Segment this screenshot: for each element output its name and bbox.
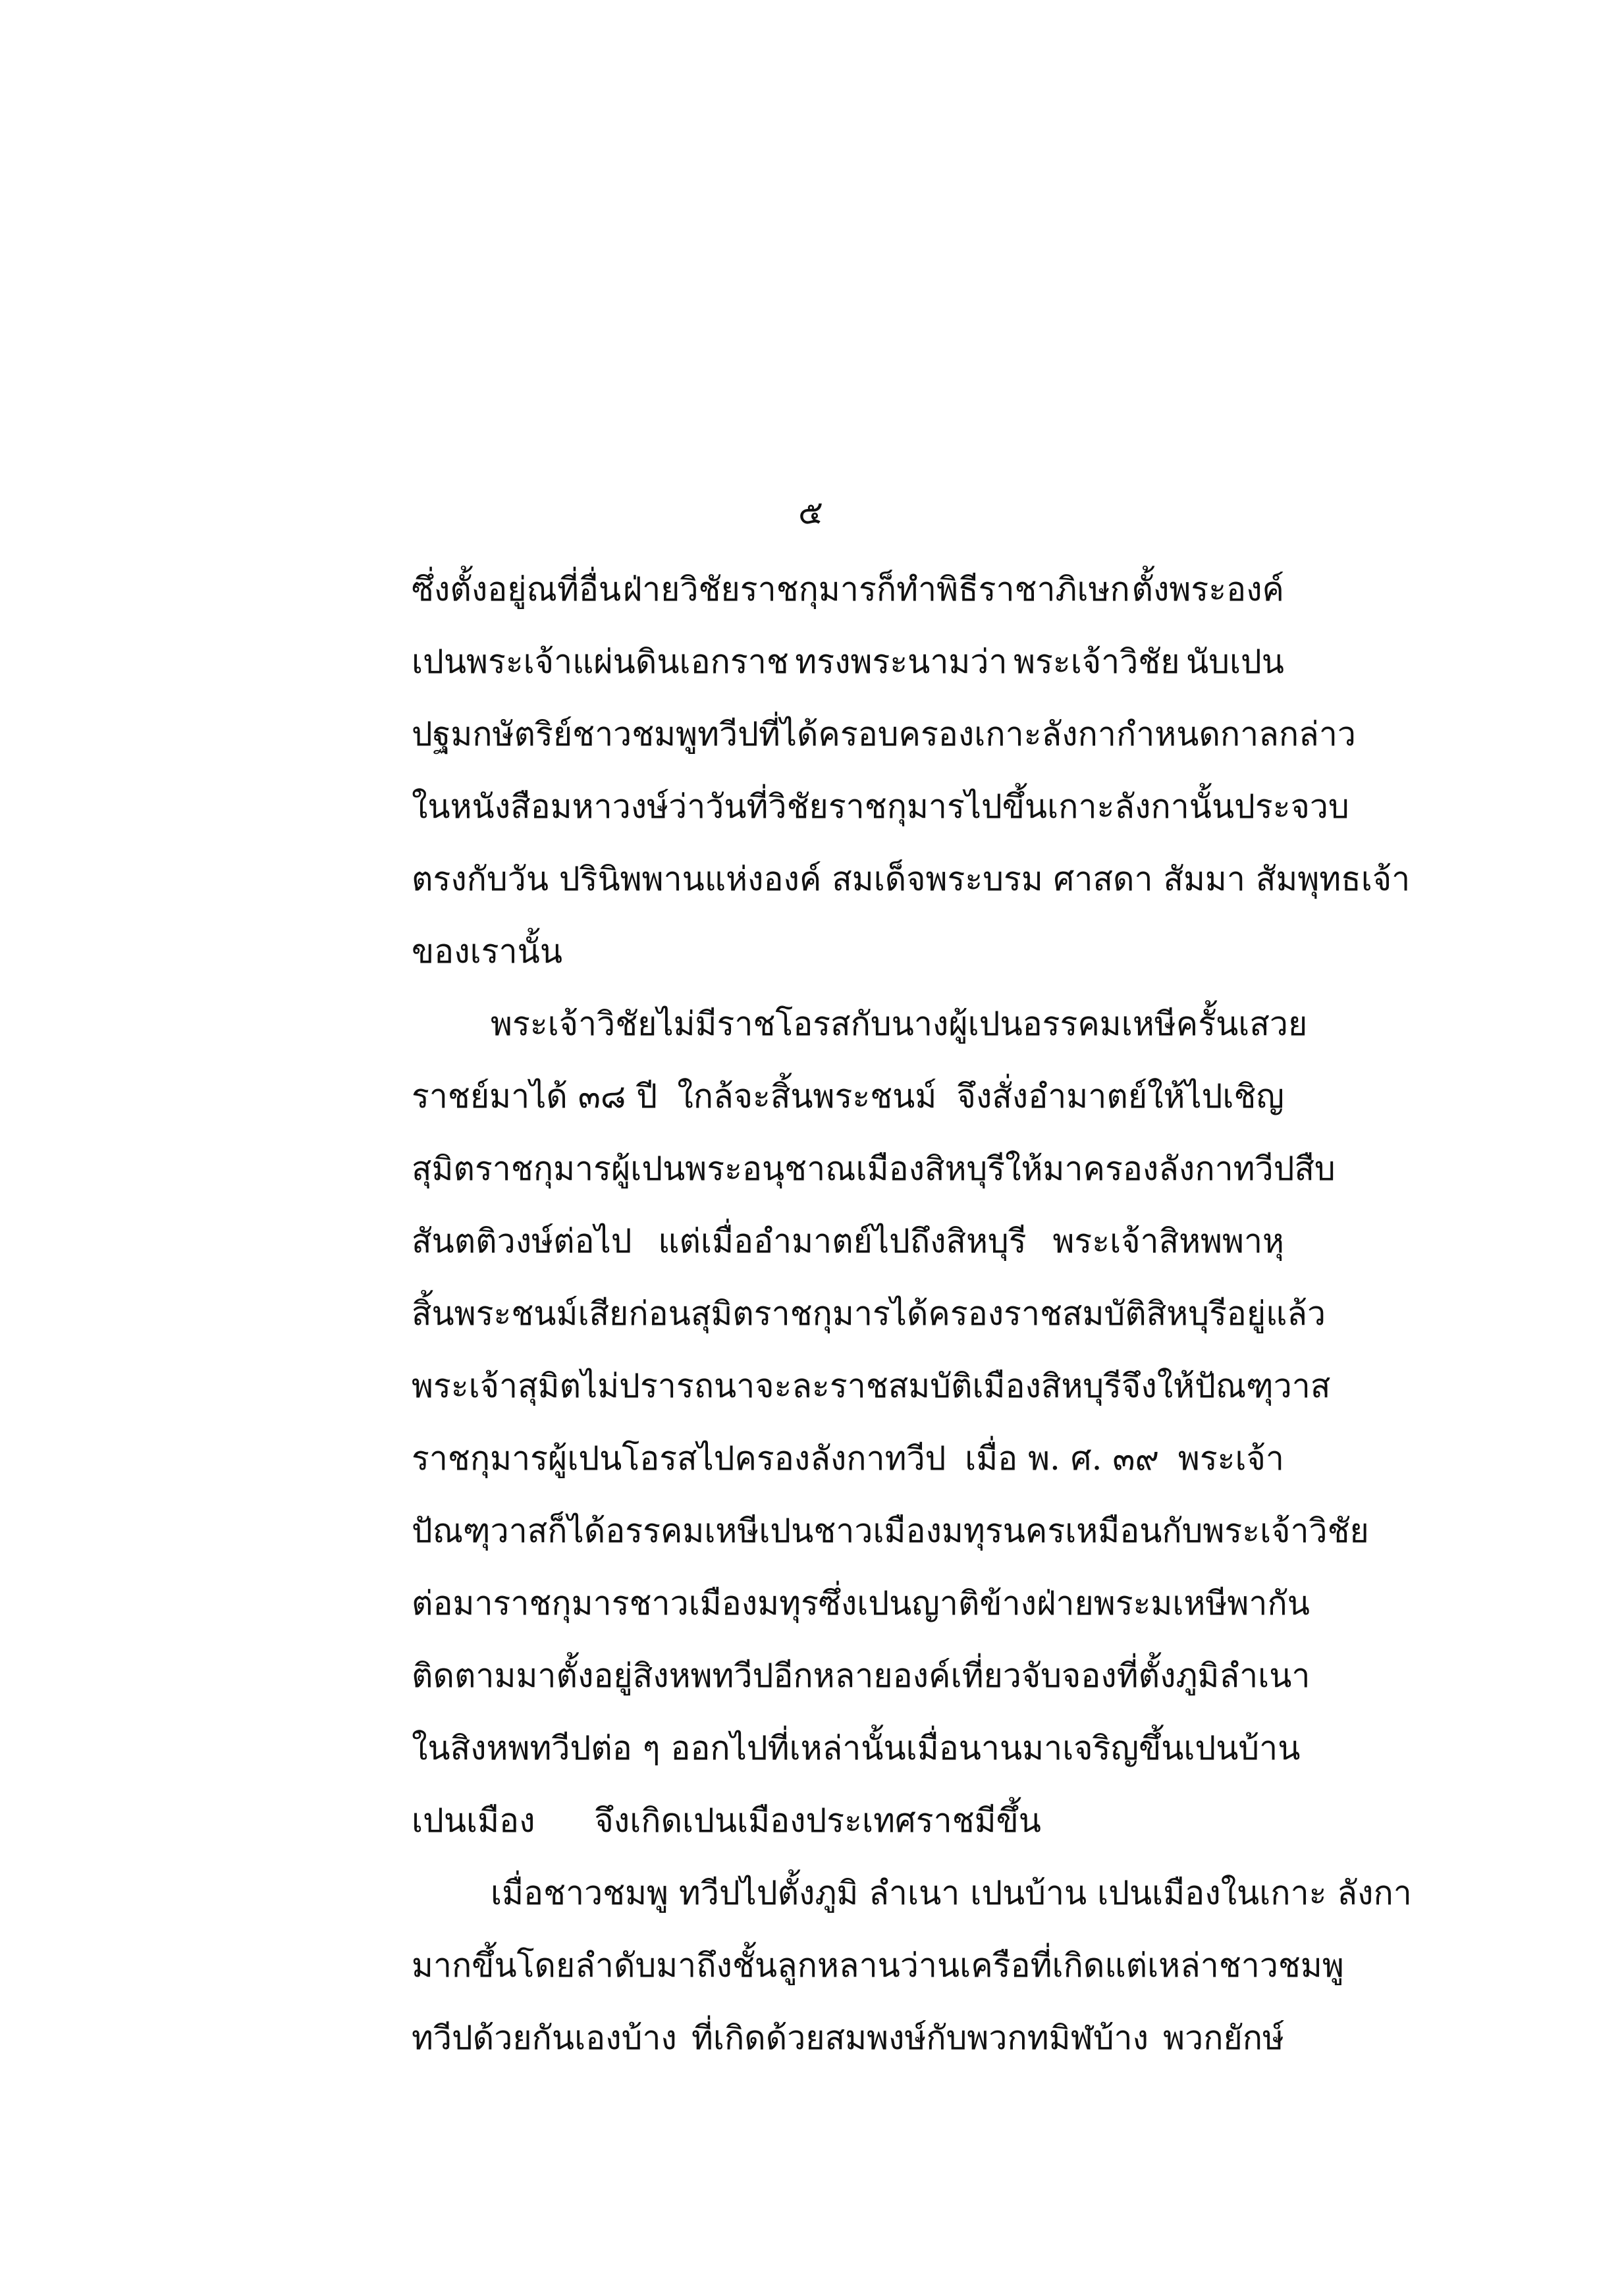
text-segment: พระเจ้าสุมิตไม่ปรารถนาจะละราชสมบัติเมืองสิหบุรี [412,1366,1122,1405]
text-segment: ตั้งพระองค์ [1131,570,1284,608]
text-segment: ที่เหล่านั้น [767,1728,906,1767]
text-line [412,915,1284,988]
text-line [412,626,1284,698]
text-line [412,553,1284,626]
text-segment: ราชกุมารผู้เปนโอรสไปครองลังกาทวีป [412,1439,946,1478]
text-segment: เมื่อนานมาเจริญขึ้นเปนบ้าน [906,1728,1301,1767]
text-line [412,698,1356,770]
text-segment: จึงสั่งอำมาตย์ให้ไปเชิญ [956,1077,1284,1115]
text-segment: ของเรานั้น [412,932,563,971]
text-segment: ปฐมกษัตริย์ชาวชมพูทวีปที่ได้ครอบครองเกาะลังกา [412,714,1116,753]
text-segment: ซึ่งตั้งอยู่ณที่อื่น [412,570,622,608]
text-line [412,1640,1311,1712]
text-segment: ทรงพระนามว่า [795,642,1008,681]
text-segment: เปนพระเจ้าแผ่นดินเอกราช [412,642,789,681]
text-segment: ใกล้จะสิ้นพระชนม์ [677,1077,937,1115]
text-line [412,770,1349,843]
text-segment: พระเจ้าวิชัย [1014,642,1180,681]
text-segment: สุมิตราชกุมารผู้เปนพระอนุชาณเมืองสิหบุรี [412,1149,1006,1188]
text-line [412,1929,1344,2002]
text-segment: ในหนังสือมหาวงษ์ว่า [412,787,706,826]
text-segment: ในสิงหพทวีปต่อ ๆ ออกไป [412,1728,768,1767]
text-segment: พระเจ้าวิชัยไม่มีราชโอรสกับนางผู้เปนอรรคมเหษี [491,1004,1176,1043]
text-line [412,1422,1284,1495]
text-segment: พวกยักษ์ [1163,2018,1284,2057]
text-line [412,988,1308,1060]
text-segment: พระเจ้าสิหพพาหุ [1052,1221,1284,1260]
text-segment: ครั้นเสวย [1176,1004,1308,1043]
text-line [412,1857,1412,1929]
text-segment: มาถึงชั้นลูกหลานว่านเครือที่เกิดแต่เหล่าชาวชมพู [656,1946,1344,1985]
text-segment: เที่ยวจับจองที่ตั้งภูมิลำเนา [950,1656,1311,1695]
text-segment: ที่เกิดด้วยสมพงษ์กับพวกทมิฬบ้าง [691,2018,1149,2057]
text-line [412,1277,1326,1350]
text-line [412,1567,1310,1640]
text-segment: ให้มาครองลังกาทวีปสืบ [1005,1149,1336,1188]
text-line [412,1060,1284,1133]
text-segment: วันที่วิชัยราชกุมารไปขึ้นเกาะลังกานั้น [705,787,1235,826]
body-text [412,553,1412,2074]
text-segment: เปนเมือง [412,1801,535,1840]
text-segment: กำหนดกาลกล่าว [1116,714,1356,753]
text-segment: นับเปน [1186,642,1284,681]
text-line [412,1133,1336,1205]
text-segment: จึงเกิดเปนเมืองประเทศราชมีขึ้น [594,1801,1041,1840]
text-segment: เหมือนกับพระเจ้าวิชัย [1065,1511,1369,1550]
text-line [412,1350,1331,1422]
text-line [412,843,1411,915]
text-segment: เมื่อชาวชมพู ทวีปไปตั้งภูมิ ลำเนา เปนบ้าน เปนเมืองในเกาะ ลังกา [491,1873,1412,1912]
text-line [412,1495,1369,1567]
text-segment: ราชย์มาได้ ๓๘ ปี [412,1077,658,1115]
text-segment: ประจวบ [1234,787,1349,826]
text-segment: แต่เมื่ออำมาตย์ไปถึงสิหบุรี [658,1221,1027,1260]
text-segment: มากขึ้นโดยลำดับ [412,1946,657,1985]
text-segment: ทวีปด้วยกันเองบ้าง [412,2018,677,2057]
text-line [412,2002,1284,2074]
text-line [412,1784,1284,1857]
text-segment: สันตติวงษ์ต่อไป [412,1221,632,1260]
text-segment: สิ้นพระชนม์เสียก่อน [412,1294,691,1333]
text-segment: จึงให้ปัณฑุวาส [1122,1366,1331,1405]
text-line [412,1712,1301,1784]
text-segment: สุมิตราชกุมารได้ครองราชสมบัติสิหบุรีอยู่แล้ว [690,1294,1326,1333]
page-number: ๕ [798,493,823,531]
text-segment: ตรงกับวัน ปรินิพพานแห่งองค์ สมเด็จพระบรม ศาสดา สัมมา สัมพุทธเจ้า [412,859,1411,898]
text-segment: ติดตามมาตั้งอยู่สิงหพทวีปอีกหลายองค์ [412,1656,951,1695]
text-segment: พระเจ้า [1177,1439,1284,1478]
text-segment: ฝ่ายวิชัยราชกุมารก็ทำพิธีราชาภิเษก [622,570,1130,608]
text-segment: ต่อมาราชกุมารชาวเมืองมทุรซึ่งเปนญาติข้างฝ่ายพระมเหษี [412,1584,1228,1622]
text-segment: ปัณฑุวาสก็ได้อรรคมเหษีเปนชาวเมืองมทุรนคร [412,1511,1066,1550]
text-segment: เมื่อ พ. ศ. ๓๙ [965,1439,1160,1478]
text-segment: พากัน [1227,1584,1310,1622]
text-line [412,1205,1284,1277]
